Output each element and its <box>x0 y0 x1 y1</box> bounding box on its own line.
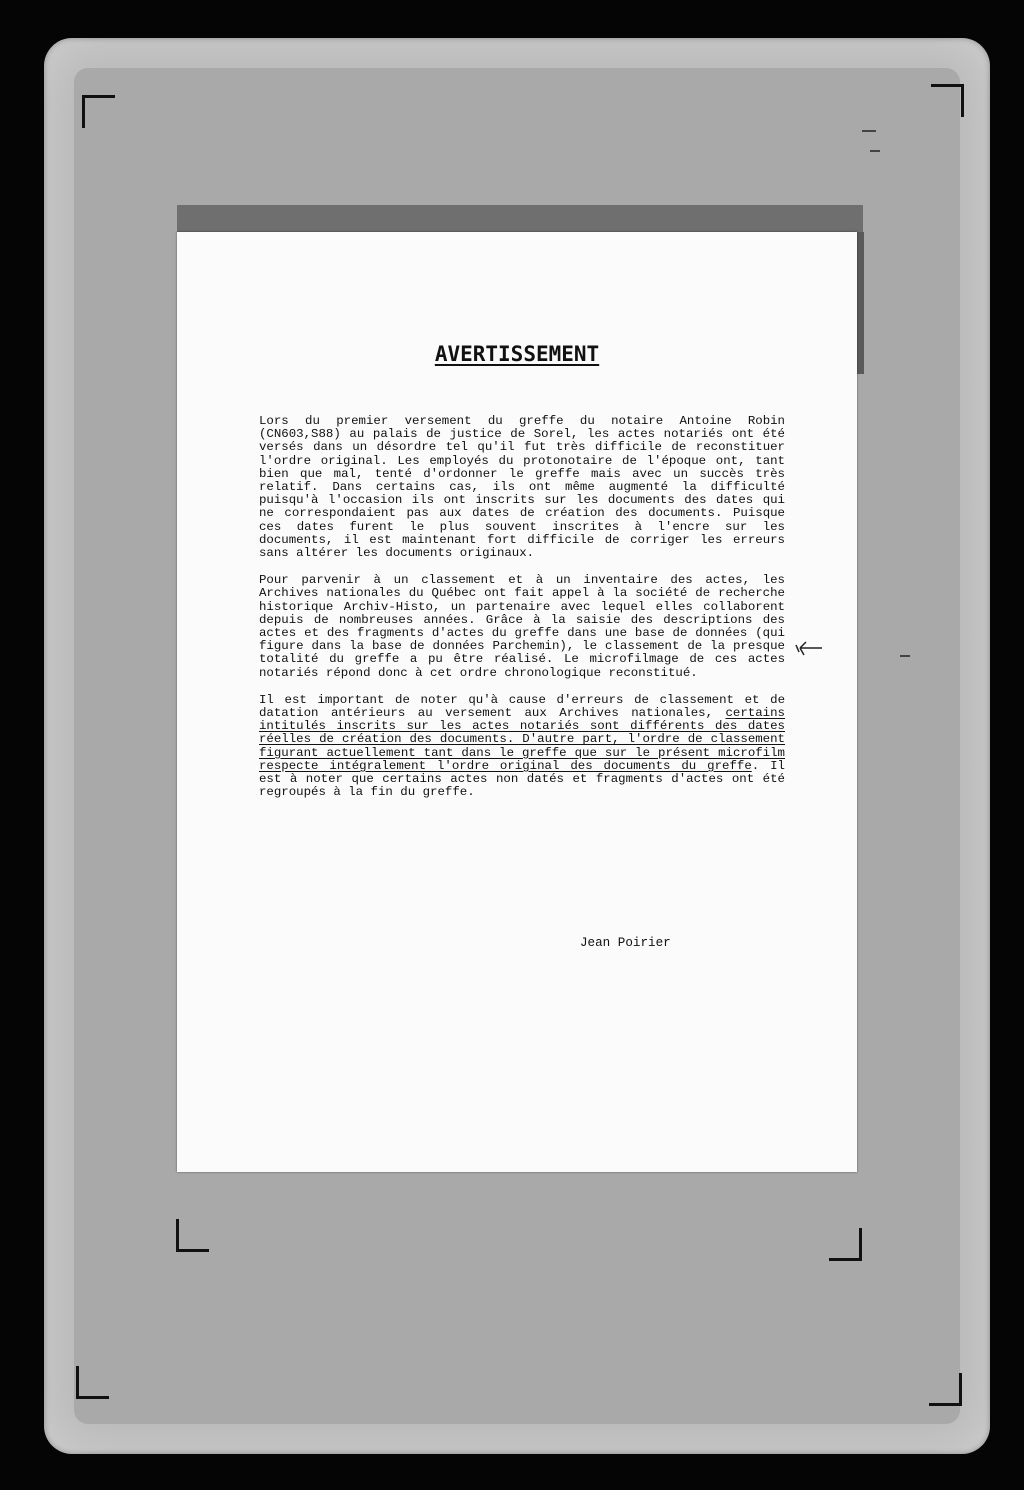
page-shadow-top <box>177 205 863 235</box>
paragraph-2: Pour parvenir à un classement et à un inventaire des actes, les Archives nationales du Québec ont fait appel à la société de recherche historique Archiv-Histo, un partenaire avec lequel elles collaborent depuis de nombreuses années. Grâce à la saisie des descriptions des actes et des fragments d'actes du greffe dans une base de données (qui figure dans la base de données Parchemin), le classement de la presque totalité du greffe a pu être réalisé. Le microfilmage de ces actes notariés répond donc à cet ordre chronologique reconstitué. <box>259 573 785 680</box>
paragraph-3 <box>259 694 785 800</box>
crop-mark-bottom-right <box>929 1373 962 1406</box>
document-title: AVERTISSEMENT <box>434 342 600 366</box>
film-speck <box>862 130 876 132</box>
crop-mark-top-right <box>931 84 964 117</box>
film-speck <box>900 655 910 657</box>
handwritten-arrow-icon <box>792 640 824 658</box>
crop-mark-inner-bottom-right <box>829 1228 862 1261</box>
document-body <box>259 415 785 813</box>
signature: Jean Poirier <box>580 936 671 950</box>
crop-mark-inner-bottom-left <box>176 1219 209 1252</box>
paragraph-1: Lors du premier versement du greffe du notaire Antoine Robin (CN603,S88) au palais de justice de Sorel, les actes notariés ont été versés dans un désordre tel qu'il fut très difficile de reconstituer l'ordre original. Les employés du protonotaire de l'époque ont, tant bien que mal, tenté d'ordonner le greffe mais avec un succès très relatif. Dans certains cas, ils ont même augmenté la difficulté puisqu'à l'occasion ils ont inscrits sur les documents des dates qui ne correspondaient pas aux dates de création des documents. Puisque ces dates furent le plus souvent inscrites à l'encre sur les documents, il est maintenant fort difficile de corriger les erreurs sans altérer les documents originaux. <box>259 414 785 561</box>
film-speck <box>870 150 880 152</box>
crop-mark-bottom-left <box>76 1366 109 1399</box>
paragraph-3-underlined: certains intitulés inscrits sur les actes notariés sont différents des dates réelles de création des documents. D'autre part, l'ordre de classement figurant actuellement tant dans le greffe que sur le présent microfilm respecte intégralement l'ordre original des documents du greffe <box>259 706 785 773</box>
paragraph-3-end: . Il est à noter que certains actes non datés et fragments d'actes ont été regroupés à la fin du greffe. <box>259 758 785 800</box>
crop-mark-top-left <box>82 95 115 128</box>
paragraph-3-start: Il est important de noter qu'à cause d'erreurs de classement et de datation antérieurs au versement aux Archives nationales, <box>259 692 785 721</box>
document-page <box>177 232 857 1172</box>
